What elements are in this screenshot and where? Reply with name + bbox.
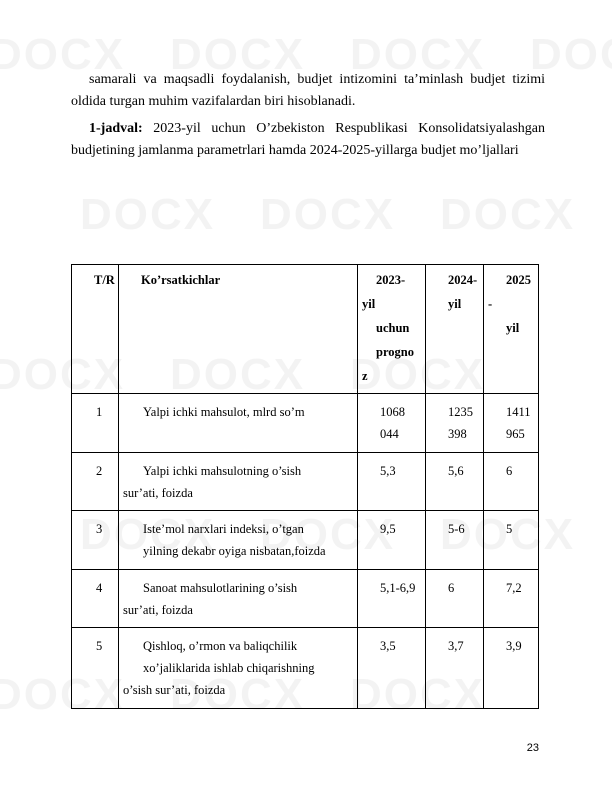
indicator-name: Yalpi ichki mahsulotning o’sish <box>143 464 302 478</box>
watermark-text <box>80 190 215 240</box>
row-number: 4 <box>96 581 103 595</box>
header-cell <box>358 265 426 394</box>
header-2024: yil <box>448 297 462 311</box>
value-2024: 5-6 <box>448 522 465 536</box>
value-2024: 6 <box>448 581 455 595</box>
value-2024: 3,7 <box>448 639 464 653</box>
caption-line <box>71 118 545 140</box>
value-2025: 965 <box>506 427 525 441</box>
indicator-name: xo’jaliklarida ishlab chiqarishning <box>143 661 315 675</box>
row-number: 1 <box>96 405 103 419</box>
header-2025: - <box>488 297 493 311</box>
header-2024: 2024- <box>448 273 478 287</box>
indicator-name: yilning dekabr oyiga nisbatan,foizda <box>143 544 326 558</box>
value-2024: 398 <box>448 427 467 441</box>
value-2024: 5,6 <box>448 464 464 478</box>
value-2025: 6 <box>506 464 513 478</box>
indicator-name: Qishloq, o’rmon va baliqchilik <box>143 639 298 653</box>
header-2023: 2023- <box>376 273 406 287</box>
page-number: 23 <box>526 742 539 754</box>
caption-label: 1-jadval: <box>89 121 143 136</box>
header-2023: uchun <box>376 321 410 335</box>
table-caption <box>71 118 545 162</box>
header-cell <box>72 265 119 394</box>
table-header-row <box>72 265 539 394</box>
value-2025: 7,2 <box>506 581 522 595</box>
row-number: 5 <box>96 639 103 653</box>
table-row <box>72 394 539 453</box>
header-2023: progno <box>376 345 414 359</box>
row-number: 2 <box>96 464 103 478</box>
value-2024: 1235 <box>448 405 473 419</box>
header-2025: yil <box>506 321 520 335</box>
header-2023: yil <box>362 297 376 311</box>
value-2023: 9,5 <box>380 522 396 536</box>
intro-line: oldida turgan muhim vazifalardan biri hisoblanadi. <box>71 94 356 109</box>
value-2023: 3,5 <box>380 639 396 653</box>
header-tr: T/R <box>94 273 115 287</box>
indicator-name: sur’ati, foizda <box>123 486 193 500</box>
header-cell <box>119 265 358 394</box>
indicator-name: o’sish sur’ati, foizda <box>123 683 226 697</box>
caption-text: 2023-yil uchun O’zbekiston Respublikasi Konsolidatsiyalashgan <box>142 121 545 136</box>
header-cell <box>426 265 484 394</box>
budget-parameters-table <box>71 264 539 709</box>
intro-line: samarali va maqsadli foydalanish, budjet intizomini ta’minlash budjet tizimi <box>89 72 545 87</box>
header-2025: 2025 <box>506 273 531 287</box>
value-2023: 5,1-6,9 <box>380 581 416 595</box>
value-2025: 3,9 <box>506 639 522 653</box>
value-2023: 1068 <box>380 405 405 419</box>
value-2025: 5 <box>506 522 513 536</box>
indicator-name: Sanoat mahsulotlarining o’sish <box>143 581 298 595</box>
watermark-text <box>440 190 575 240</box>
value-2023: 5,3 <box>380 464 396 478</box>
indicator-name: Yalpi ichki mahsulot, mlrd so’m <box>143 405 305 419</box>
value-2023: 044 <box>380 427 399 441</box>
value-2025: 1411 <box>506 405 531 419</box>
table-row <box>72 453 539 511</box>
table-row <box>72 511 539 570</box>
watermark-text <box>260 190 395 240</box>
intro-paragraph <box>71 69 545 113</box>
header-indicator: Ko’rsatkichlar <box>141 273 221 287</box>
row-number: 3 <box>96 522 103 536</box>
indicator-name: sur’ati, foizda <box>123 603 193 617</box>
indicator-name: Iste’mol narxlari indeksi, o’tgan <box>143 522 304 536</box>
header-2023: z <box>362 369 368 383</box>
table-row <box>72 628 539 709</box>
header-cell <box>484 265 539 394</box>
caption-line: budjetining jamlanma parametrlari hamda 2024-2025-yillarga budjet mo’ljallari <box>71 143 519 158</box>
table-row <box>72 570 539 628</box>
